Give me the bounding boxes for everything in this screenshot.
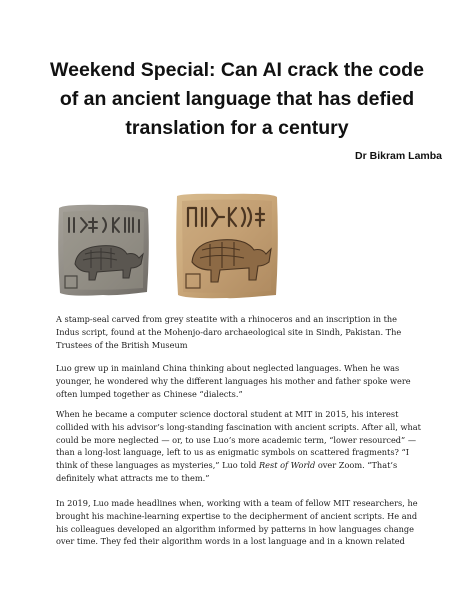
body-paragraph-text: over Zoom. “That’s definitely what attracts me to them.” (56, 460, 398, 483)
tan-steatite-seal-rhinoceros-icon (174, 192, 280, 300)
body-paragraph: In 2019, Luo made headlines when, working with a team of fellow MIT researchers, he brought his machine-learning expertise to the decipherment of ancient scripts. He and his colleagues developed an algorithm informed by patterns in how languages change over time. They fed their algorithm words in a lost language and in a known related (56, 498, 418, 547)
body-paragraph: Luo grew up in mainland China thinking about neglected languages. When he was younger, he wondered why the different languages his mother and father spoke were often lumped together as Chinese “dialects.” (56, 363, 411, 399)
publication-name: Rest of World (259, 460, 316, 471)
body-paragraph-text: When he became a computer science doctoral student at MIT in 2015, his interest collided with his advisor’s long-standing fascination with ancient scripts. After all, what could be more neglected — or, to use Luo’s more academic term, “lower resourced” — than a long-lost language, left to us as enigmatic symbols on scattered fragments? “I think of these languages as mysteries,” Luo told (56, 409, 421, 471)
seal-figure (52, 188, 422, 306)
article-title: Weekend Special: Can AI crack the code of an ancient language that has defied translation for a century (50, 59, 424, 139)
image-caption: A stamp-seal carved from grey steatite with a rhinoceros and an inscription in the Indus script, found at the Mohenjo-daro archaeological site in Sindh, Pakistan. The Trustees of the British Museum (56, 314, 402, 350)
grey-steatite-seal-rhinoceros-icon (55, 202, 151, 298)
author-byline: Dr Bikram Lamba (355, 150, 442, 162)
body-paragraph (56, 408, 422, 485)
